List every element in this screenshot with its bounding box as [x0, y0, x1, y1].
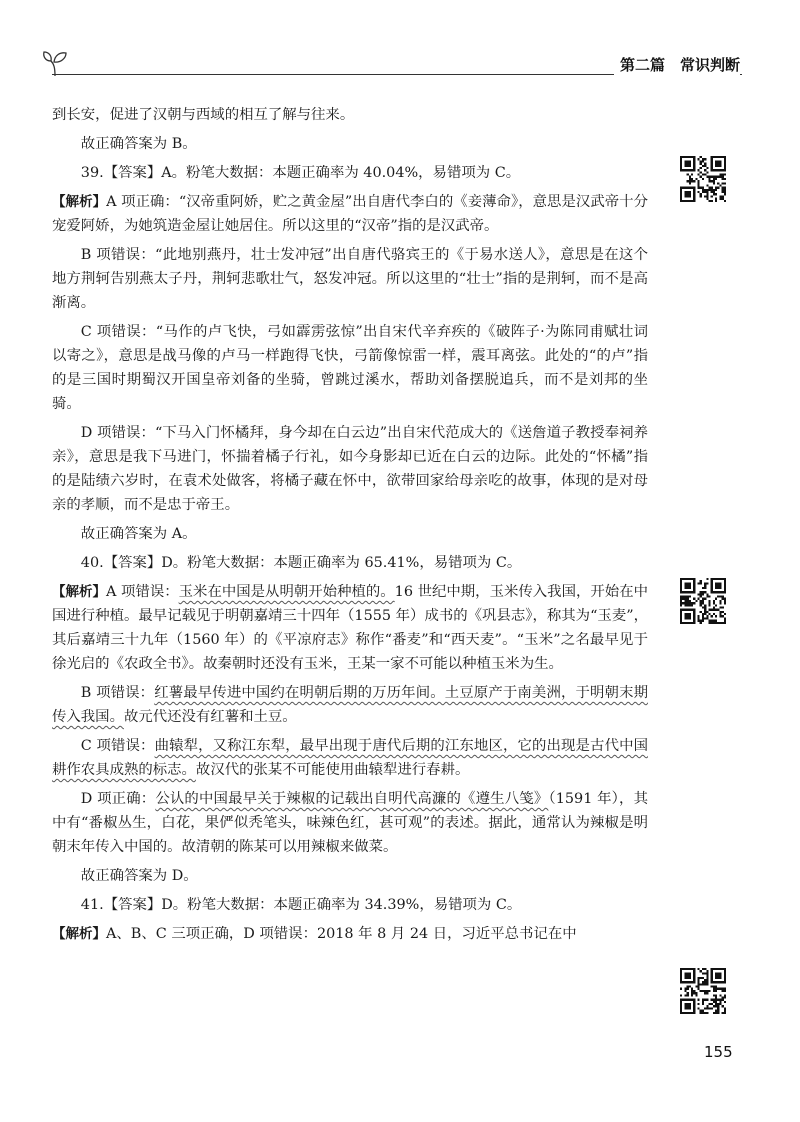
paragraph: 到长安，促进了汉朝与西域的相互了解与往来。	[52, 107, 355, 123]
qr-code-icon[interactable]	[680, 156, 726, 202]
question-number: 40.	[80, 555, 104, 571]
page-content	[52, 103, 648, 951]
question-number: 41.	[80, 897, 104, 913]
paragraph: 故正确答案为 B。	[80, 136, 197, 152]
analysis-40-c: C 项错误：曲辕犁，又称江东犁，最早出现于唐代后期的江东地区，它的出现是古代中国耕作农具成熟的标志。故汉代的张某不可能使用曲辕犁进行春耕。	[52, 738, 648, 778]
paragraph: 故正确答案为 A。	[80, 526, 197, 542]
paragraph: 故正确答案为 D。	[80, 868, 198, 884]
answer-39: 39.【答案】A。粉笔大数据：本题正确率为 40.04%，易错项为 C。	[80, 165, 521, 181]
qr-code-icon[interactable]	[680, 968, 726, 1014]
analysis-39-d: D 项错误：“下马入门怀橘拜，身今却在白云边”出自宋代范成大的《送詹道子教授奉祠养亲》，意思是我下马进门，怀揣着橘子行礼，如今身影却已近在白云的边际。此处的“怀橘”指的是陆绩六岁时，在袁术处做客，将橘子藏在怀中，欲带回家给母亲吃的故事，体现的是对母亲的孝顺，而不是忠于帝王。	[52, 425, 648, 513]
analysis-40-b: B 项错误：红薯最早传进中国约在明朝后期的万历年间。土豆原产于南美洲，于明朝末期传入我国。故元代还没有红薯和土豆。	[52, 685, 648, 725]
answer-40: 40.【答案】D。粉笔大数据：本题正确率为 65.41%，易错项为 C。	[80, 555, 522, 571]
question-number: 39.	[80, 165, 104, 181]
analysis-39-a: 【解析】A 项正确：“汉帝重阿娇，贮之黄金屋”出自唐代李白的《妾薄命》，意思是汉武帝十分宠爱阿娇，为她筑造金屋让她居住。所以这里的“汉帝”指的是汉武帝。	[52, 194, 649, 234]
analysis-41: 【解析】A、B、C 三项正确，D 项错误：2018 年 8 月 24 日，习近平总书记在中	[52, 926, 577, 942]
analysis-39-b: B 项错误：“此地别燕丹，壮士发冲冠”出自唐代骆宾王的《于易水送人》，意思是在这个地方荆轲告别燕太子丹，荆轲悲歌壮气，怒发冲冠。所以这里的“壮士”指的是荆轲，而不是高渐离。	[52, 247, 648, 311]
chapter-title: 第二篇 常识判断	[614, 54, 740, 75]
analysis-tag: 【解析】	[52, 194, 107, 210]
analysis-39-c: C 项错误：“马作的卢飞快，弓如霹雳弦惊”出自宋代辛弃疾的《破阵子·为陈同甫赋壮词以寄之》，意思是战马像的卢马一样跑得飞快，弓箭像惊雷一样，震耳离弦。此处的“的卢”指的是三国时期蜀汉开国皇帝刘备的坐骑，曾跳过溪水，帮助刘备摆脱追兵，而不是刘邦的坐骑。	[52, 324, 648, 412]
page-number: 155	[704, 1043, 733, 1061]
analysis-40-d: D 项正确：公认的中国最早关于辣椒的记载出自明代高濂的《遵生八笺》（1591 年），其中有“番椒丛生，白花，果俨似秃笔头，味辣色红，甚可观”的表述。据此，通常认为辣椒是明朝末年传入中国的。故清朝的陈某可以用辣椒来做菜。	[52, 791, 648, 855]
analysis-tag: 【解析】	[52, 584, 107, 600]
qr-code-icon[interactable]	[680, 578, 726, 624]
answer-41: 41.【答案】D。粉笔大数据：本题正确率为 34.39%，易错项为 C。	[80, 897, 522, 913]
analysis-40-a: 【解析】A 项错误：玉米在中国是从明朝开始种植的。16 世纪中期，玉米传入我国，开始在中国进行种植。最早记载见于明朝嘉靖三十四年（1555 年）成书的《巩县志》，称其为“玉麦”，其后嘉靖三十九年（1560 年）的《平凉府志》称作“番麦”和“西天麦”。“玉米”之名最早见于徐光启的《农政全书》。故秦朝时还没有玉米，王某一家不可能以种植玉米为生。	[52, 584, 648, 672]
analysis-tag: 【解析】	[52, 926, 106, 942]
page-header	[42, 48, 742, 80]
